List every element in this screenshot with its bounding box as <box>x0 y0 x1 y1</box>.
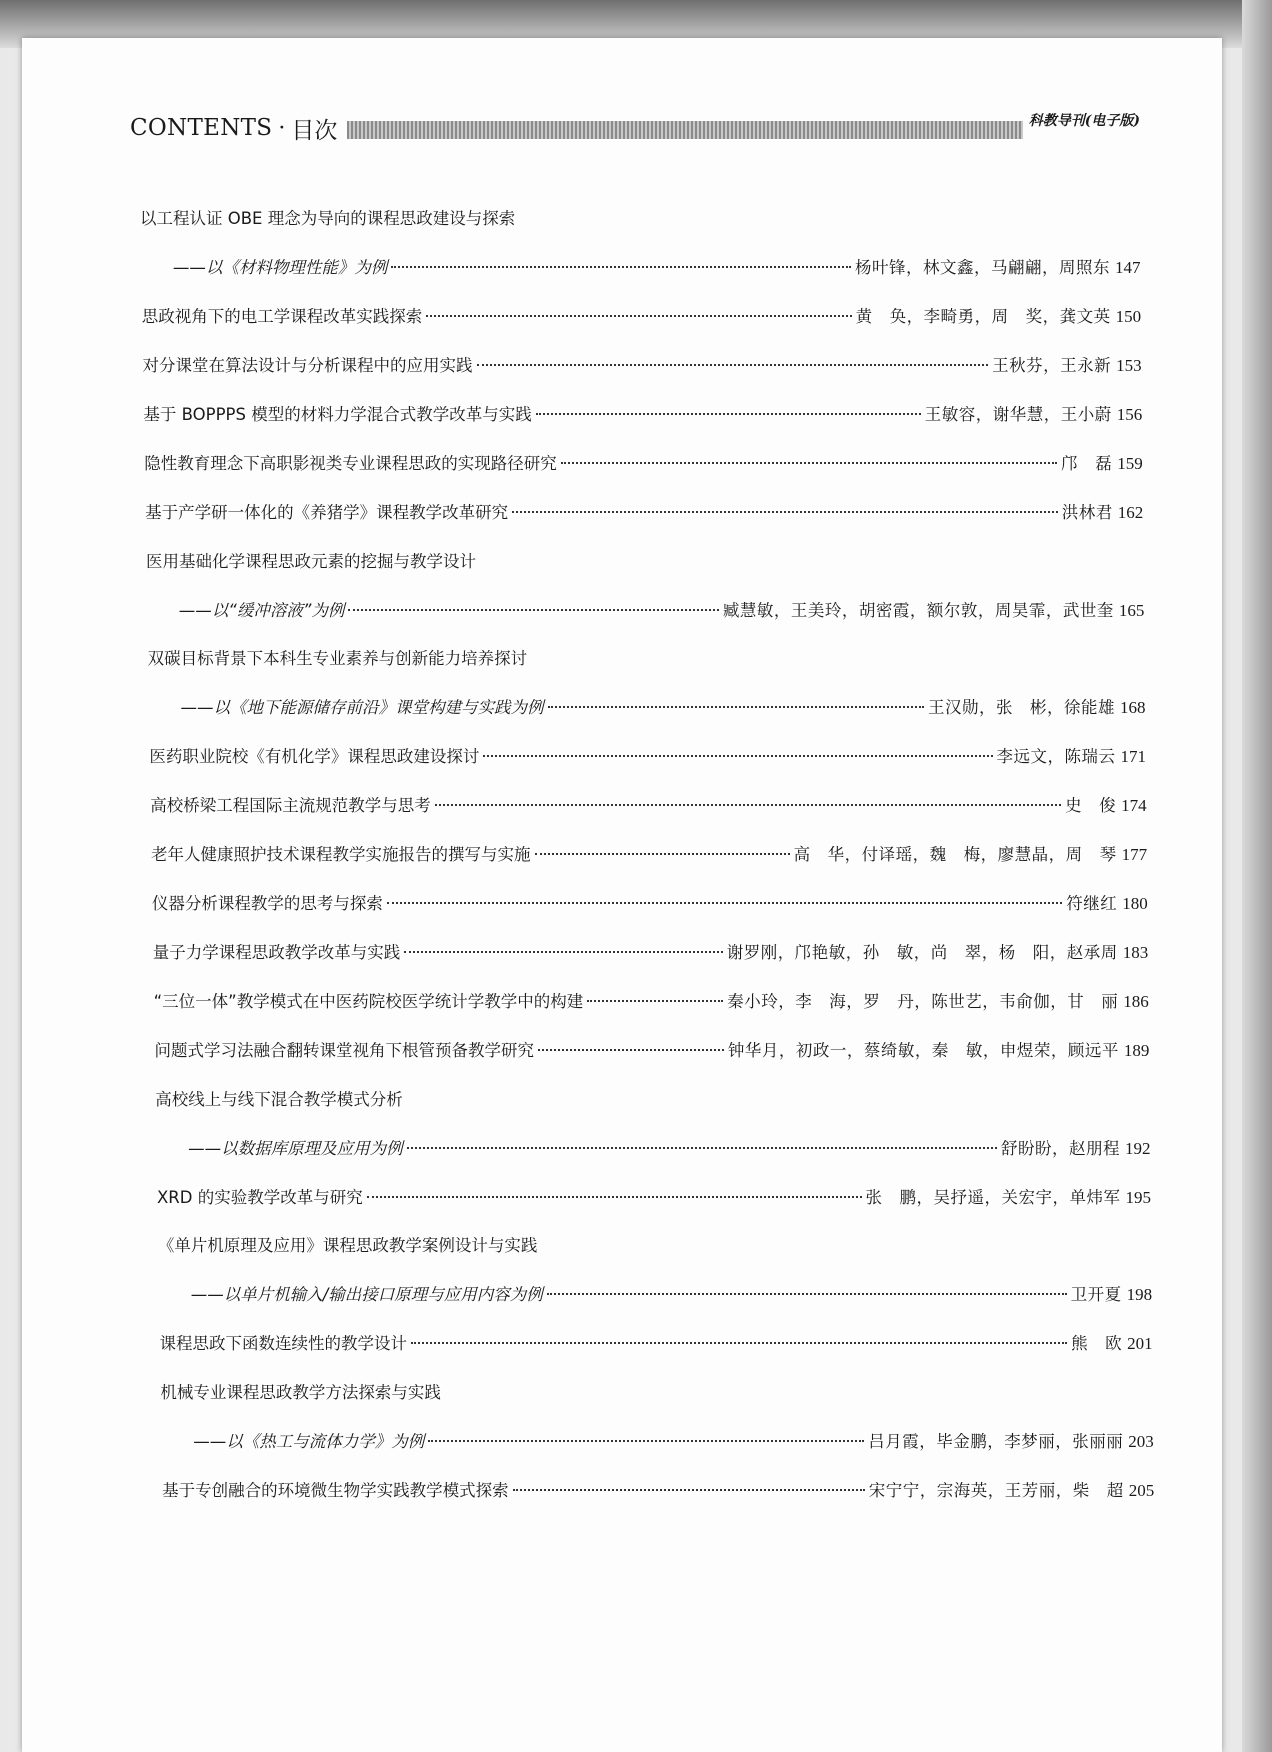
dot-leader <box>411 1342 1067 1344</box>
entry-authors: 李远文，陈瑞云 <box>996 747 1116 766</box>
header-separator: · <box>278 115 286 141</box>
entry-authors: 臧慧敏，王美玲，胡密霞，额尔敦，周昊霏，武世奎 <box>722 601 1114 620</box>
toc-entry <box>144 450 1143 480</box>
entry-title: ——以“缓冲溶液”为例 <box>178 601 345 620</box>
toc-entry <box>145 499 1143 529</box>
toc-entry <box>152 890 1148 920</box>
entry-authors: 王汉勋，张 彬，徐能雄 <box>928 698 1115 717</box>
entry-authors: 杨叶锋，林文鑫，马翩翩，周照东 <box>855 258 1111 277</box>
dot-leader <box>391 266 851 268</box>
dot-leader <box>387 902 1062 904</box>
entry-page-number: 195 <box>1125 1188 1151 1207</box>
journal-name: 科教导刊(电子版) <box>1028 113 1140 129</box>
dot-leader <box>547 1293 1067 1295</box>
toc-subtitle-row <box>193 1428 1154 1458</box>
toc-entry <box>143 401 1142 431</box>
dot-leader <box>513 1489 865 1491</box>
dot-leader <box>512 511 1058 513</box>
entry-page-number: 177 <box>1121 845 1148 864</box>
entry-page-number: 186 <box>1123 992 1149 1011</box>
entry-page-number: 168 <box>1120 698 1146 717</box>
entry-title: ——以《材料物理性能》为例 <box>172 258 388 277</box>
entry-title: 问题式学习法融合翻转课堂视角下根管预备教学研究 <box>154 1041 534 1060</box>
toc-entry <box>162 1477 1154 1507</box>
contents-label: CONTENTS <box>130 115 273 141</box>
entry-title: 基于专创融合的环境微生物学实践教学模式探索 <box>162 1481 509 1500</box>
entry-title: 机械专业课程思政教学方法探索与实践 <box>160 1383 441 1402</box>
dot-leader <box>535 853 790 855</box>
toc-entry <box>160 1330 1153 1360</box>
entry-page-number: 171 <box>1120 747 1147 766</box>
entry-title: “三位一体”教学模式在中医药院校医学统计学教学中的构建 <box>153 992 584 1011</box>
dot-leader <box>483 755 992 757</box>
entry-page-number: 165 <box>1118 601 1145 620</box>
toc-entry <box>155 1086 403 1116</box>
entry-authors: 谢罗刚，邝艳敏，孙 敏，尚 翠，杨 阳，赵承周 <box>726 943 1118 962</box>
entry-authors: 符继红 <box>1066 894 1118 913</box>
toc-entry <box>157 1184 1151 1214</box>
toc-entry <box>143 352 1142 382</box>
entry-authors: 史 俊 <box>1065 796 1117 815</box>
entry-title: 《单片机原理及应用》课程思政教学案例设计与实践 <box>157 1236 538 1255</box>
toc-entry <box>146 548 476 578</box>
entry-page-number: 201 <box>1127 1334 1153 1353</box>
entry-page-number: 198 <box>1126 1285 1153 1304</box>
entry-authors: 张 鹏，吴抒遥，关宏宇，单炜军 <box>865 1188 1121 1207</box>
entry-title: XRD 的实验教学改革与研究 <box>157 1188 363 1207</box>
dot-leader <box>536 413 921 415</box>
entry-authors: 宋宁宁，宗海英，王芳丽，柴 超 <box>868 1481 1124 1500</box>
toc-subtitle-row <box>179 597 1145 627</box>
toc-subtitle-row <box>181 694 1146 724</box>
toc-entry <box>150 792 1146 822</box>
toc-entry <box>160 1379 441 1409</box>
mulu-label: 目次 <box>291 117 338 144</box>
toc-entry <box>154 988 1149 1018</box>
entry-authors: 卫开夏 <box>1070 1285 1122 1304</box>
toc-entry <box>142 303 1141 333</box>
entry-page-number: 162 <box>1117 503 1144 522</box>
entry-authors: 洪林君 <box>1061 503 1113 522</box>
dot-leader <box>428 1440 864 1442</box>
entry-page-number: 180 <box>1122 894 1148 913</box>
entry-title: 隐性教育理念下高职影视类专业课程思政的实现路径研究 <box>144 454 557 473</box>
dot-leader <box>561 462 1058 464</box>
entry-title: 仪器分析课程教学的思考与探索 <box>151 894 383 913</box>
toc-entry <box>158 1232 538 1262</box>
toc-entry <box>151 841 1147 871</box>
entry-page-number: 174 <box>1121 796 1147 815</box>
entry-title: 医用基础化学课程思政元素的挖掘与教学设计 <box>145 552 476 571</box>
entry-title: 高校线上与线下混合教学模式分析 <box>155 1090 403 1109</box>
dot-leader <box>426 315 851 317</box>
entry-authors: 黄 奂，李畸勇，周 奖，龚文英 <box>855 307 1111 326</box>
entry-title: 量子力学课程思政教学改革与实践 <box>152 943 401 962</box>
dot-leader <box>407 1147 997 1149</box>
entry-title: ——以数据库原理及应用为例 <box>188 1139 403 1158</box>
toc-entry <box>149 743 1146 773</box>
entry-title: 思政视角下的电工学课程改革实践探索 <box>141 307 423 326</box>
entry-title: 以工程认证 OBE 理念为导向的课程思政建设与探索 <box>140 209 516 228</box>
toc-entry <box>153 939 1149 969</box>
entry-title: 基于产学研一体化的《养猪学》课程教学改革研究 <box>145 503 509 522</box>
entry-page-number: 147 <box>1115 258 1141 277</box>
entry-page-number: 183 <box>1122 943 1149 962</box>
entry-page-number: 189 <box>1123 1041 1150 1060</box>
entry-title: 老年人健康照护技术课程教学实施报告的撰写与实施 <box>151 845 531 864</box>
toc-subtitle-row <box>188 1135 1150 1165</box>
entry-title: 对分课堂在算法设计与分析课程中的应用实践 <box>142 356 473 375</box>
entry-page-number: 150 <box>1115 307 1142 326</box>
entry-title: 医药职业院校《有机化学》课程思政建设探讨 <box>149 747 480 766</box>
entry-title: ——以《热工与流体力学》为例 <box>193 1432 425 1451</box>
entry-title: 双碳目标背景下本科生专业素养与创新能力培养探讨 <box>147 649 528 668</box>
dot-leader <box>477 364 989 366</box>
toc-subtitle-row <box>173 254 1141 284</box>
dot-leader <box>548 706 925 708</box>
entry-authors: 吕月霞，毕金鹏，李梦丽，张丽丽 <box>868 1432 1124 1451</box>
entry-title: 课程思政下函数连续性的教学设计 <box>159 1334 408 1353</box>
entry-authors: 邝 磊 <box>1061 454 1113 473</box>
entry-authors: 舒盼盼，赵朋程 <box>1000 1139 1120 1158</box>
toc-entry <box>148 645 528 675</box>
entry-title: ——以《地下能源储存前沿》课堂构建与实践为例 <box>180 698 544 717</box>
entry-page-number: 159 <box>1117 454 1143 473</box>
entry-page-number: 205 <box>1128 1481 1155 1500</box>
dot-leader <box>367 1196 862 1198</box>
dot-leader <box>435 804 1061 806</box>
entry-title: ——以单片机输入/输出接口原理与应用内容为例 <box>190 1285 543 1304</box>
toc-subtitle-row <box>191 1281 1152 1311</box>
dot-leader <box>404 951 723 953</box>
entry-authors: 王敏容，谢华慧，王小蔚 <box>924 405 1112 424</box>
entry-page-number: 192 <box>1124 1139 1151 1158</box>
dot-leader <box>538 1049 724 1051</box>
dot-leader <box>348 609 718 611</box>
toc-entry <box>140 205 515 235</box>
entry-authors: 秦小玲，李 海，罗 丹，陈世艺，韦俞伽，甘 丽 <box>727 992 1119 1011</box>
entry-page-number: 203 <box>1128 1432 1154 1451</box>
entry-authors: 王秋芬，王永新 <box>992 356 1112 375</box>
entry-authors: 熊 欧 <box>1071 1334 1123 1353</box>
entry-authors: 高 华，付译瑶，魏 梅，廖慧晶，周 琴 <box>793 845 1117 864</box>
entry-authors: 钟华月，初政一，蔡绮敏，秦 敏，申煜荣，顾远平 <box>727 1041 1119 1060</box>
entry-page-number: 156 <box>1116 405 1143 424</box>
entry-title: 基于 BOPPPS 模型的材料力学混合式教学改革与实践 <box>143 405 532 424</box>
toc-entry <box>154 1037 1149 1067</box>
dot-leader <box>587 1000 723 1002</box>
entry-title: 高校桥梁工程国际主流规范教学与思考 <box>150 796 431 815</box>
entry-page-number: 153 <box>1116 356 1142 375</box>
